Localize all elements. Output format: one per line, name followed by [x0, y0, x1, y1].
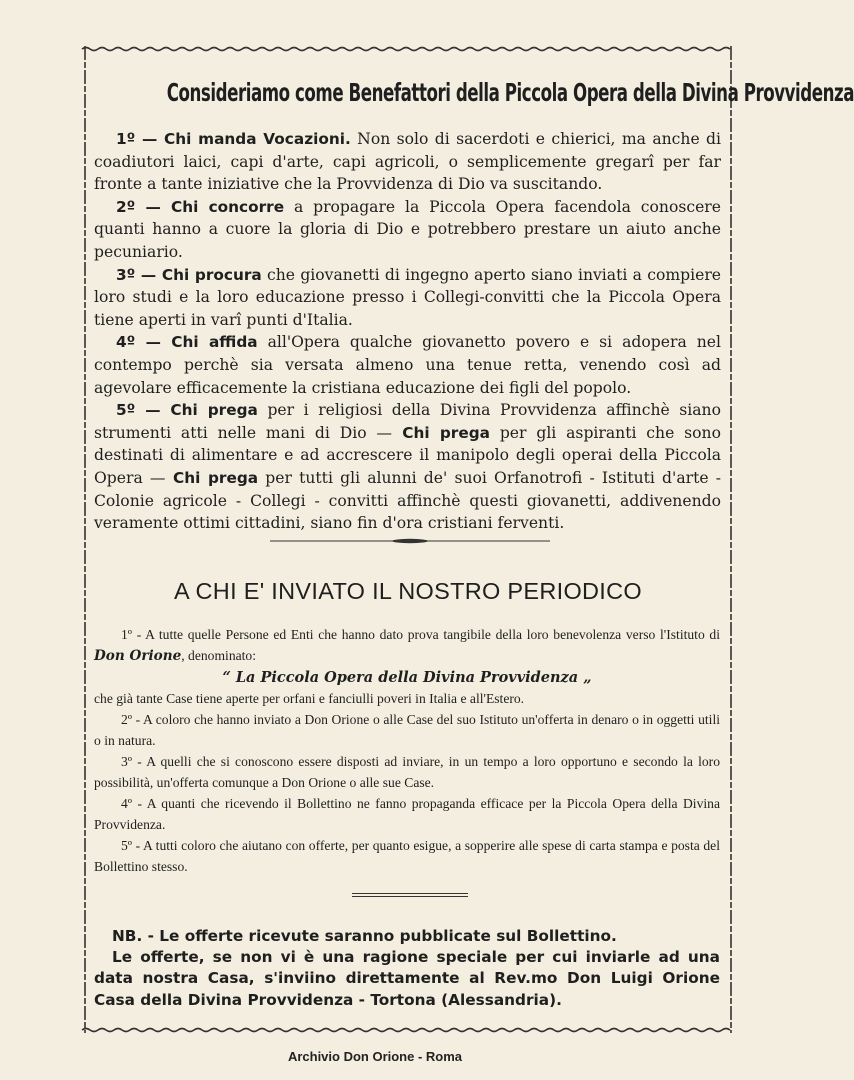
item-4-heading: 4º — Chi affida: [116, 333, 258, 352]
item-2-text: a propagare la Piccola Opera facendola conoscere quanti hanno a cuore la gloria di Dio e potrebbero prestare un aiuto anche pecuniario.: [94, 197, 721, 261]
nb-line-1: NB. - Le offerte ricevute saranno pubblicate sul Bollettino.: [112, 927, 617, 945]
item-2-heading: 2º — Chi concorre: [116, 197, 285, 216]
benefactor-item-2: [94, 196, 721, 264]
recipient-item-5: 5º - A tutti coloro che aiutano con offerte, per quanto esigue, a sopperire alle spese di carta stampa e posta del Bollettino stesso.: [94, 838, 720, 874]
item-5-text-3: per tutti gli alunni de' suoi Orfanotrofi - Istituti d'arte - Colonie agricole - Collegi - convitti affinchè questi giovanetti, addivenendo veramente ottimi cittadini, siano fin d'ora cristiani ferventi.: [94, 468, 722, 533]
periodical-title: A CHI E' INVIATO IL NOSTRO PERIODICO: [174, 578, 642, 604]
recipient-item-3: 3º - A quelli che si conoscono essere disposti ad inviare, in un tempo a loro opportuno e secondo la loro possibilità, un'offerta comunque a Don Orione o alle sue Case.: [94, 754, 720, 790]
border-top: [82, 46, 734, 52]
item-5-heading-2: Chi prega: [392, 423, 490, 442]
double-rule-divider: [352, 892, 468, 898]
recipient-item-2: 2º - A coloro che hanno inviato a Don Orione o alle Case del suo Istituto un'offerta in denaro o in oggetti utili o in natura.: [94, 712, 720, 748]
border-left: [82, 46, 88, 1033]
ornament-divider: [270, 538, 550, 544]
recipient-item-1: [94, 624, 720, 667]
item-1-text: Non solo di sacerdoti e chierici, ma anche di coadiutori laici, capi d'arte, capi agricoli, o semplicemente gregarî per far fronte a tante iniziative che la Provvidenza di Dio va suscitando.: [94, 130, 722, 194]
recipient-1-suffix: , denominato:: [181, 648, 257, 663]
border-right: [728, 46, 734, 1033]
benefactors-title: Consideriamo come Benefattori della Piccola Opera della Divina Provvidenza: [166, 78, 854, 107]
recipient-1-text: 1º - A tutte quelle Persone ed Enti che hanno dato prova tangibile della loro benevolenza verso l'Istituto di: [121, 627, 720, 642]
institute-name-quote: “ La Piccola Opera della Divina Provvidenza „: [222, 669, 592, 686]
item-5-heading: 5º — Chi prega: [116, 401, 258, 420]
item-5-text-2: per gli aspiranti che sono destinati di alimentare e ad accrescere il manipolo degli operai della Piccola Opera —: [94, 423, 721, 487]
benefactor-item-1: [94, 128, 721, 196]
benefactor-item-5: [94, 399, 721, 535]
benefactor-item-4: [94, 331, 721, 399]
benefactor-item-3: [94, 264, 721, 332]
recipient-item-4: 4º - A quanti che ricevendo il Bollettino ne fanno propaganda efficace per la Piccola Opera della Divina Provvidenza.: [94, 796, 720, 832]
border-bottom: [82, 1027, 734, 1033]
item-3-heading: 3º — Chi procura: [116, 265, 262, 284]
archive-footer: Archivio Don Orione - Roma: [287, 1049, 463, 1064]
benefactors-list: [94, 128, 721, 535]
nota-bene: [94, 926, 720, 1011]
nb-line-2: Le offerte, se non vi è una ragione speciale per cui inviarle ad una data nostra Casa, s'inviino direttamente al Rev.mo Don Luigi Orione Casa della Divina Provvidenza - Tortona (Alessandria).: [94, 948, 720, 1009]
item-5-text: per i religiosi della Divina Provvidenza affinchè siano strumenti atti nelle mani di Dio —: [94, 401, 721, 442]
periodical-recipients: [94, 624, 720, 877]
recipient-1-continuation: che già tante Case tiene aperte per orfani e fanciulli poveri in Italia e all'Estero.: [94, 691, 525, 706]
don-orione-name: Don Orione: [94, 648, 182, 664]
item-5-heading-3: Chi prega: [165, 468, 259, 487]
item-4-text: all'Opera qualche giovanetto povero e si adopera nel contempo perchè sia versata almeno una tenue retta, venendo così ad agevolare efficacemente la cristiana educazione dei figli del popolo.: [94, 333, 721, 397]
item-1-heading: 1º — Chi manda Vocazioni.: [116, 130, 351, 148]
item-3-text: che giovanetti di ingegno aperto siano inviati a compiere loro studi e la loro educazione presso i Collegi-convitti che la Piccola Opera tiene aperti in varî punti d'Italia.: [94, 265, 722, 329]
